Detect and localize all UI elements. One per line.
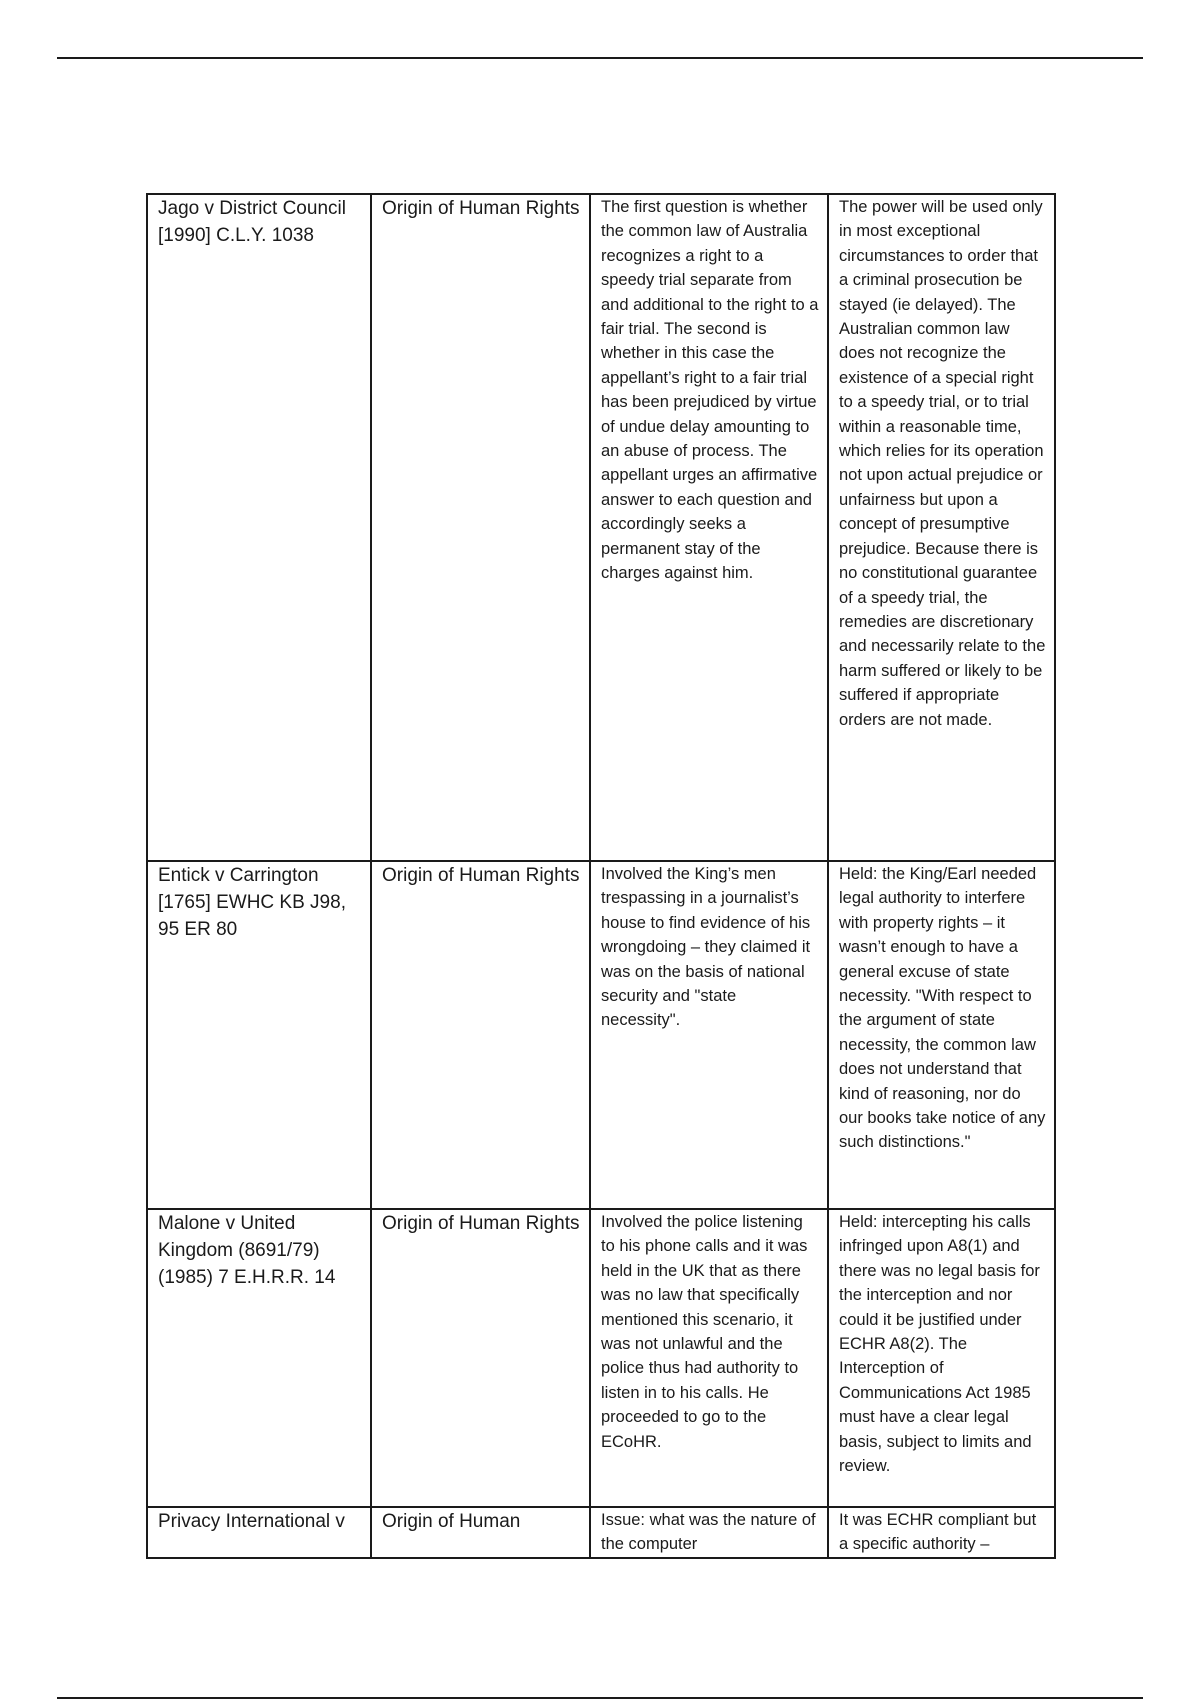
facts-cell [590,1507,828,1558]
case-name: Jago v District Council [1990] C.L.Y. 1038 [158,198,346,246]
held: It was ECHR compliant but a specific authority – [839,1511,1037,1554]
held: Held: intercepting his calls infringed upon A8(1) and there was no legal basis for the interception and nor could it be justified under ECHR A8(2). The Interception of Communications Act 1985 must have a clear legal basis, subject to limits and review. [839,1213,1040,1476]
header-rule [57,57,1143,59]
held: Held: the King/Earl needed legal authority to interfere with property rights – it wasn’t enough to have a general excuse of state necessity. "With respect to the argument of state necessity, the common law does not understand that kind of reasoning, nor do our books take notice of any such distinctions." [839,865,1046,1152]
case-cell [147,1209,371,1507]
topic: Origin of Human Rights [382,1213,580,1234]
topic: Origin of Human Rights [382,865,580,886]
case-cell [147,194,371,861]
facts: The first question is whether the common law of Australia recognizes a right to a speedy trial separate from and additional to the right to a fair trial. The second is whether in this case the appellant’s right to a fair trial has been prejudiced by virtue of undue delay amounting to an abuse of process. The appellant urges an affirmative answer to each question and accordingly seeks a permanent stay of the charges against him. [601,198,819,583]
case-name: Malone v United Kingdom (8691/79) (1985) 7 E.H.R.R. 14 [158,1213,336,1288]
topic-cell [371,1209,590,1507]
held: The power will be used only in most exceptional circumstances to order that a criminal prosecution be stayed (ie delayed). The Australian common law does not recognize the existence of a special right to a speedy trial, or to trial within a reasonable time, which relies for its operation not upon actual prejudice or unfairness but upon a concept of presumptive prejudice. Because there is no constitutional guarantee of a speedy trial, the remedies are discretionary and necessarily relate to the harm suffered or likely to be suffered if appropriate orders are not made. [839,198,1046,729]
case-cell [147,861,371,1209]
held-cell [828,194,1055,861]
facts: Involved the King’s men trespassing in a journalist’s house to find evidence of his wrongdoing – they claimed it was on the basis of national security and "state necessity". [601,865,811,1030]
facts-cell [590,861,828,1209]
facts-cell [590,194,828,861]
topic: Origin of Human Rights [382,198,580,219]
table-row [147,1507,1055,1558]
table-row [147,194,1055,861]
held-cell [828,1507,1055,1558]
table-row [147,861,1055,1209]
case-cell [147,1507,371,1558]
held-cell [828,861,1055,1209]
facts: Issue: what was the nature of the computer [601,1511,816,1554]
case-name: Entick v Carrington [1765] EWHC KB J98, 95 ER 80 [158,865,346,940]
case-table [146,193,1056,1559]
topic: Origin of Human [382,1511,521,1532]
topic-cell [371,1507,590,1558]
case-name: Privacy International v [158,1511,345,1532]
topic-cell [371,194,590,861]
footer-rule [57,1697,1143,1699]
facts: Involved the police listening to his phone calls and it was held in the UK that as there was no law that specifically mentioned this scenario, it was not unlawful and the police thus had authority to listen in to his calls. He proceeded to go to the ECoHR. [601,1213,808,1451]
table-row [147,1209,1055,1507]
facts-cell [590,1209,828,1507]
held-cell [828,1209,1055,1507]
topic-cell [371,861,590,1209]
